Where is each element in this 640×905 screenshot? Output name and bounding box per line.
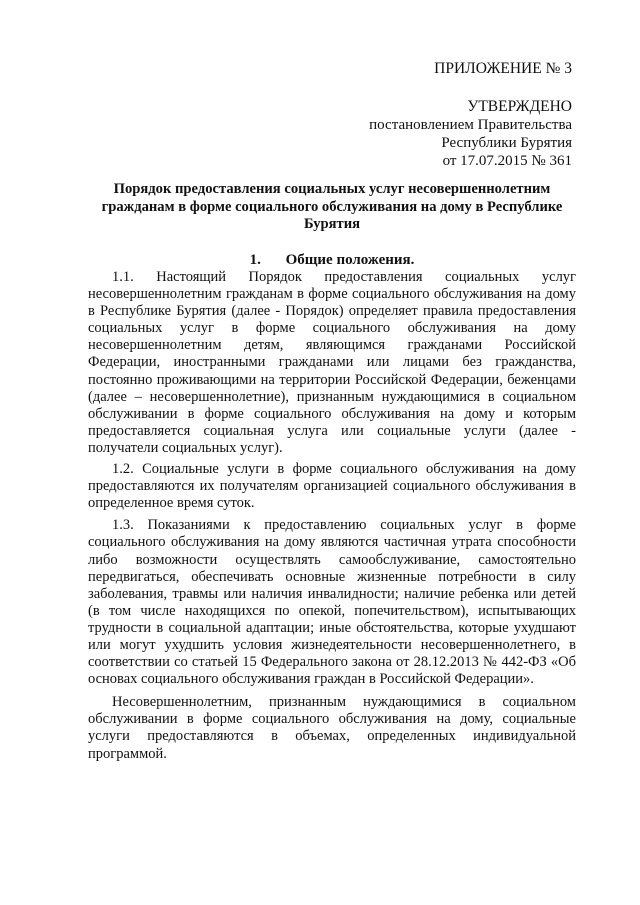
document-title [88, 181, 576, 234]
section-heading [88, 251, 576, 269]
paragraph: Несовершеннолетним, признанным нуждающимися в социальном обслуживании в форме социального обслуживания на дому, социальные услуги предоставляются в объемах, определенных индивидуальной программой. [88, 694, 576, 762]
title-line: Порядок предоставления социальных услуг несовершеннолетним [113, 181, 551, 197]
approval-line: Республики Бурятия [441, 135, 572, 151]
title-line: гражданам в форме социального обслуживания на дому в Республике [101, 198, 563, 215]
appendix-number: ПРИЛОЖЕНИЕ № 3 [434, 60, 572, 77]
paragraph: 1.2. Социальные услуги в форме социального обслуживания на дому предоставляются их получателям организацией социального обслуживания в определенное время суток. [88, 461, 576, 512]
approved-label: УТВЕРЖДЕНО [467, 98, 572, 115]
approval-date-number: от 17.07.2015 № 361 [442, 153, 572, 169]
paragraph: 1.3. Показаниями к предоставлению социальных услуг в форме социального обслуживания на дому являются частичная утрата способности либо возможности осуществлять самообслуживание, самостоятельно передвигаться, обеспечивать основные жизненные потребности в силу заболевания, травмы или наличия инвалидности; наличие ребенка или детей (в том числе находящихся по опекой, попечительством), испытывающих трудности в социальной адаптации; иные обстоятельства, которые ухудшают или могут ухудшить условия жизнедеятельности несовершеннолетнего, в соответствии со статьей 15 Федерального закона от 28.12.2013 № 442-ФЗ «Об основах социального обслуживания граждан в Российской Федерации». [88, 517, 576, 688]
section-number: 1. [249, 252, 261, 268]
title-line: Бурятия [303, 216, 361, 232]
section-title: Общие положения. [285, 252, 415, 268]
section-body [88, 269, 576, 767]
paragraph: 1.1. Настоящий Порядок предоставления социальных услуг несовершеннолетним гражданам в форме социального обслуживания на дому в Республике Бурятия (далее - Порядок) определяет правила предоставления социальных услуг в форме социального обслуживания на дому несовершеннолетним детям, являющимся гражданами Российской Федерации, иностранными гражданами или лицами без гражданства, постоянно проживающими на территории Российской Федерации, беженцами (далее – несовершеннолетние), признанным нуждающимися в социальном обслуживании в форме социального обслуживания на дому и которым предоставляется социальная услуга или социальные услуги (далее - получатели социальных услуг). [88, 269, 576, 456]
approval-line: постановлением Правительства [369, 117, 572, 133]
approval-block [369, 98, 572, 170]
